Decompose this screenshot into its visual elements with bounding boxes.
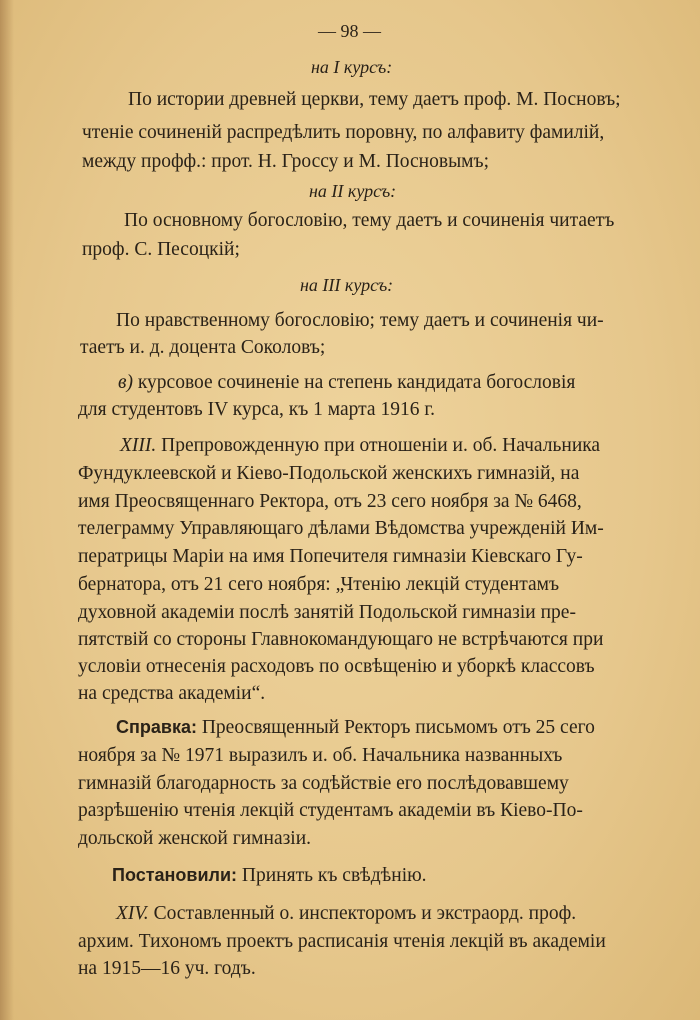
item-xiii-line-10: на средства академіи“. xyxy=(78,683,266,704)
item-xiii-line-1 xyxy=(120,436,600,456)
item-xiv-line-1 xyxy=(116,904,576,924)
item-xiii-line-6: бернатора, отъ 21 сего ноября: „Чтенію лекцій студентамъ xyxy=(78,574,560,595)
item-xiv-line-2: архим. Тихономъ проектъ расписанія чтенія лекцій въ академіи xyxy=(78,931,606,952)
page-number: — 98 — xyxy=(318,21,381,41)
spravka-line-3: гимназій благодарность за содѣйствіе его послѣдовавшему xyxy=(78,773,569,794)
page-edge-shadow xyxy=(0,0,14,1020)
course-2-heading: на II курсъ: xyxy=(309,181,397,201)
item-xiv-text: Составленный о. инспекторомъ и экстраорд. проф. xyxy=(153,903,577,924)
course-1-line-1: По истории древней церкви, тему даетъ проф. М. Посновъ; xyxy=(128,89,621,110)
course-2-line-2: проф. С. Песоцкій; xyxy=(82,239,240,260)
course-1-line-2: чтеніе сочиненій распредѣлить поровну, по алфавиту фамилій, xyxy=(82,122,605,143)
item-xiii-line-5: ператрицы Маріи на имя Попечителя гимназіи Кіевскаго Гу- xyxy=(78,546,583,567)
postanovili-line xyxy=(112,866,427,886)
item-xiii-line-9: условіи отнесенія расходовъ по освѣщенію и уборкѣ классовъ xyxy=(78,656,595,677)
item-xiii-label: XIII. xyxy=(120,435,157,456)
item-xiii-text: Препровожденную при отношеніи и. об. Начальника xyxy=(161,435,601,456)
spravka-line-1 xyxy=(116,718,595,738)
item-xiii-line-3: имя Преосвященнаго Ректора, отъ 23 сего ноября за № 6468, xyxy=(78,491,582,512)
item-v-line-2: для студентовъ IV курса, къ 1 марта 1916 г. xyxy=(78,399,435,420)
postanovili-text: Принять къ свѣдѣнію. xyxy=(241,865,427,886)
item-xiv-label: XIV. xyxy=(116,903,149,924)
course-3-line-1: По нравственному богословію; тему даетъ и сочиненія чи- xyxy=(116,310,604,331)
spravka-text: Преосвященный Ректоръ письмомъ отъ 25 сего xyxy=(201,717,595,738)
item-xiii-line-7: духовной академіи послѣ занятій Подольской гимназіи пре- xyxy=(78,602,576,623)
postanovili-label: Постановили: xyxy=(112,865,238,885)
course-1-heading: на I курсъ: xyxy=(311,57,393,77)
item-xiii-line-4: телеграмму Управляющаго дѣлами Вѣдомства учрежденій Им- xyxy=(78,518,604,539)
item-xiii-line-2: Фундуклеевской и Кіево-Подольской женскихъ гимназій, на xyxy=(78,463,580,484)
course-1-line-3: между профф.: прот. Н. Гроссу и М. Посновымъ; xyxy=(82,151,490,172)
course-3-line-2: таетъ и. д. доцента Соколовъ; xyxy=(80,337,326,358)
course-2-line-1: По основному богословію, тему даетъ и сочиненія читаетъ xyxy=(124,210,615,231)
course-3-heading: на III курсъ: xyxy=(300,275,394,295)
item-v-label: в) xyxy=(118,372,133,393)
item-xiii-line-8: пятствій со стороны Главнокомандующаго не встрѣчаются при xyxy=(78,629,604,650)
item-xiv-line-3: на 1915—16 уч. годъ. xyxy=(78,958,256,979)
spravka-line-4: разрѣшенію чтенія лекцій студентамъ академіи въ Кіево-По- xyxy=(78,800,583,821)
spravka-line-5: дольской женской гимназіи. xyxy=(78,828,312,849)
spravka-label: Справка: xyxy=(116,717,197,737)
item-v-text: курсовое сочиненіе на степень кандидата богословія xyxy=(137,372,576,393)
spravka-line-2: ноября за № 1971 выразилъ и. об. Начальника названныхъ xyxy=(78,745,563,766)
item-v-line-1 xyxy=(118,373,575,393)
